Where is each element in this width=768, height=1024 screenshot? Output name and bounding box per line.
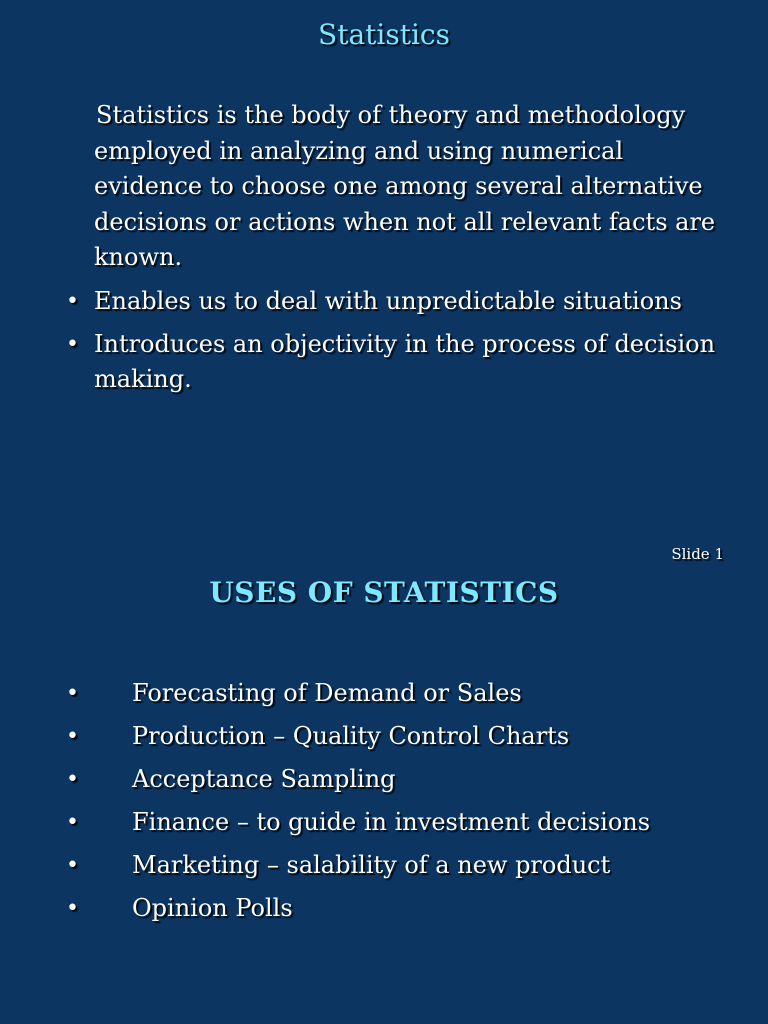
bullet-item bbox=[60, 844, 750, 887]
definition-text: Statistics is the body of theory and methodology employed in analyzing and using numerical evidence to choose one among several alternative decisions or actions when not all relevant facts are known. bbox=[94, 101, 716, 271]
bullet-icon: • bbox=[66, 810, 79, 835]
bullet-icon: • bbox=[66, 767, 79, 792]
bullet-icon: • bbox=[66, 289, 79, 314]
bullet-item bbox=[60, 672, 750, 715]
slide-1-bullet-list bbox=[60, 284, 740, 405]
bullet-icon: • bbox=[66, 724, 79, 749]
uses-bullet-list bbox=[60, 672, 750, 930]
slide-2-title: USES OF STATISTICS bbox=[209, 576, 559, 609]
bullet-text: Opinion Polls bbox=[132, 894, 293, 922]
slide-1-title: Statistics bbox=[318, 18, 450, 51]
bullet-item bbox=[60, 801, 750, 844]
bullet-item bbox=[60, 284, 740, 319]
bullet-text: Marketing – salability of a new product bbox=[132, 851, 611, 879]
bullet-icon: • bbox=[66, 853, 79, 878]
bullet-item bbox=[60, 327, 740, 397]
bullet-icon: • bbox=[66, 896, 79, 921]
statistics-definition bbox=[94, 98, 734, 276]
bullet-text: Introduces an objectivity in the process of decision making. bbox=[94, 330, 716, 393]
bullet-text: Production – Quality Control Charts bbox=[132, 722, 570, 750]
bullet-text: Forecasting of Demand or Sales bbox=[132, 679, 522, 707]
bullet-item bbox=[60, 715, 750, 758]
slide-number-label: Slide 1 bbox=[671, 545, 724, 563]
bullet-text: Acceptance Sampling bbox=[132, 765, 396, 793]
bullet-icon: • bbox=[66, 332, 79, 357]
bullet-icon: • bbox=[66, 681, 79, 706]
bullet-item bbox=[60, 758, 750, 801]
bullet-text: Enables us to deal with unpredictable situations bbox=[94, 287, 682, 315]
bullet-text: Finance – to guide in investment decisions bbox=[132, 808, 651, 836]
bullet-item bbox=[60, 887, 750, 930]
